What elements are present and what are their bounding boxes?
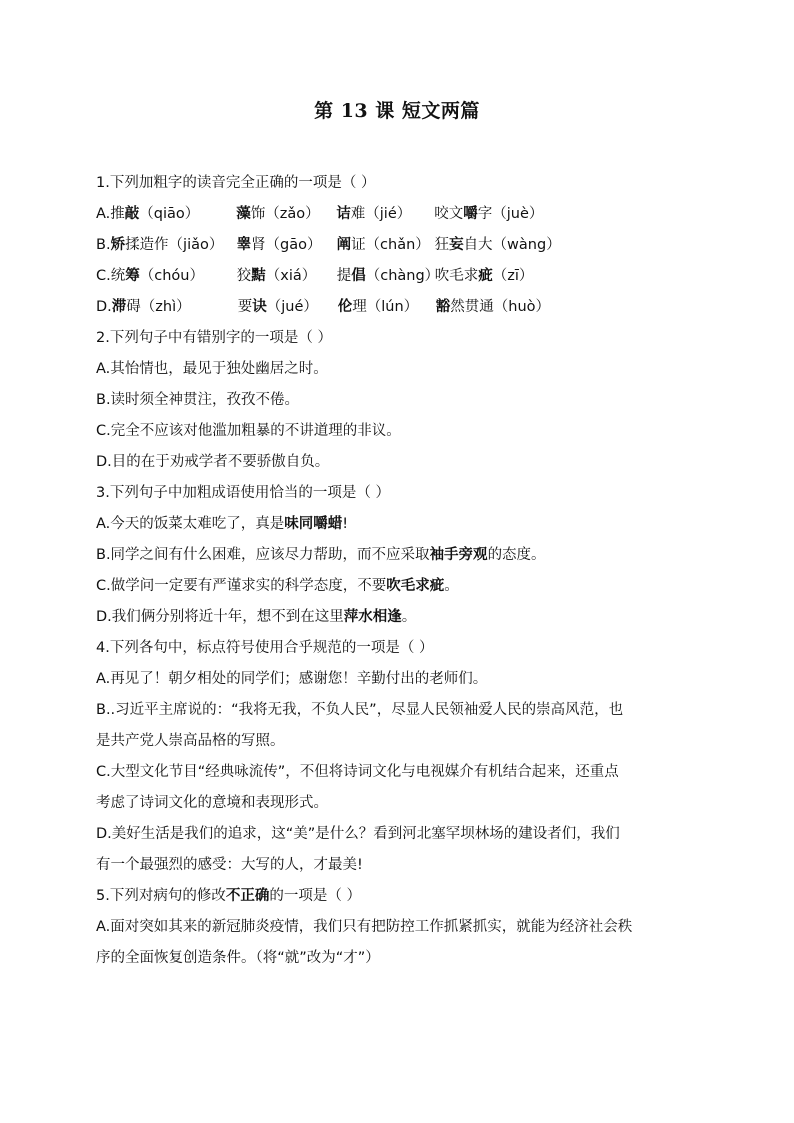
q1-d-item-3: 伦理（lún） [337, 299, 419, 315]
q2-option-b[interactable]: B.读时须全神贯注，孜孜不倦。 [96, 392, 300, 408]
q1-b-item-2: 睾肾（gāo） [236, 237, 322, 253]
q1-d-item-2: 要诀（jué） [237, 299, 318, 315]
q1-option-d[interactable] [96, 292, 696, 323]
option-prefix: B. [96, 237, 111, 253]
q1-d-item-4: 豁然贯通（huò） [435, 299, 551, 315]
q4-stem: 4.下列各句中，标点符号使用合乎规范的一项是（ ） [96, 640, 434, 656]
q1-b-item-4: 狂妄自大（wàng） [434, 237, 561, 253]
q1-b-item-3: 阐证（chǎn） [336, 237, 430, 253]
q3-option-d[interactable]: D.我们俩分别将近十年，想不到在这里萍水相逢。 [96, 609, 417, 625]
option-prefix: C. [96, 268, 111, 284]
q4-option-a[interactable]: A.再见了！朝夕相处的同学们；感谢您！辛勤付出的老师们。 [96, 671, 488, 687]
q1-stem: 1.下列加粗字的读音完全正确的一项是（ ） [96, 175, 376, 191]
q2-stem: 2.下列句子中有错别字的一项是（ ） [96, 330, 332, 346]
q3-option-a[interactable]: A.今天的饭菜太难吃了，真是味同嚼蜡! [96, 516, 349, 532]
q4-option-c-line-1[interactable]: C.大型文化节目“经典咏流传”，不但将诗词文化与电视媒介有机结合起来，还重点 [96, 764, 619, 780]
q5-stem: 5.下列对病句的修改不正确的一项是（ ） [96, 888, 361, 904]
q1-a-item-4: 咬文嚼字（juè） [434, 206, 544, 222]
q1-c-item-4: 吹毛求疵（zī） [434, 268, 534, 284]
q2-option-d[interactable]: D.目的在于劝戒学者不要骄傲自负。 [96, 454, 330, 470]
q3-option-c[interactable]: C.做学问一定要有严谨求实的科学态度，不要吹毛求疵。 [96, 578, 459, 594]
q4-option-b-line-2[interactable]: 是共产党人崇高品格的写照。 [96, 733, 285, 749]
q1-option-b[interactable] [96, 230, 696, 261]
q1-c-item-3: 提倡（chàng） [336, 268, 440, 284]
q1-c-item-2: 狡黠（xiá） [236, 268, 317, 284]
q1-option-a[interactable] [96, 199, 696, 230]
q1-a-item-3: 诘难（jié） [336, 206, 412, 222]
q4-option-d-line-2[interactable]: 有一个最强烈的感受：大写的人，才最美! [96, 857, 363, 873]
q1-c-item-1: 统筹（chóu） [110, 268, 204, 284]
q5-option-a-line-2[interactable]: 序的全面恢复创造条件。（将“就”改为“才”） [96, 950, 380, 966]
q1-b-item-1: 矫揉造作（jiǎo） [110, 237, 224, 253]
q5-option-a-line-1[interactable]: A.面对突如其来的新冠肺炎疫情，我们只有把防控工作抓紧抓实，就能为经济社会秩 [96, 919, 633, 935]
option-prefix: D. [96, 299, 112, 315]
q1-option-c[interactable] [96, 261, 696, 292]
q4-option-c-line-2[interactable]: 考虑了诗词文化的意境和表现形式。 [96, 795, 328, 811]
q4-option-d-line-1[interactable]: D.美好生活是我们的追求，这“美”是什么？看到河北塞罕坝林场的建设者们，我们 [96, 826, 620, 842]
question-list [96, 168, 696, 974]
q1-a-item-2: 藻饰（zǎo） [236, 206, 320, 222]
q1-a-item-1: 推敲（qiāo） [110, 206, 200, 222]
q4-option-b-line-1[interactable]: B..习近平主席说的：“我将无我，不负人民”，尽显人民领袖爱人民的崇高风范，也 [96, 702, 624, 718]
q2-option-c[interactable]: C.完全不应该对他滥加粗暴的不讲道理的非议。 [96, 423, 401, 439]
page-title: 第 13 课 短文两篇 [314, 100, 480, 122]
q1-d-item-1: 滞碍（zhì） [111, 299, 191, 315]
q3-stem: 3.下列句子中加粗成语使用恰当的一项是（ ） [96, 485, 390, 501]
q2-option-a[interactable]: A.其怡情也，最见于独处幽居之时。 [96, 361, 328, 377]
q3-option-b[interactable]: B.同学之间有什么困难，应该尽力帮助，而不应采取袖手旁观的态度。 [96, 547, 546, 563]
option-prefix: A. [96, 206, 111, 222]
